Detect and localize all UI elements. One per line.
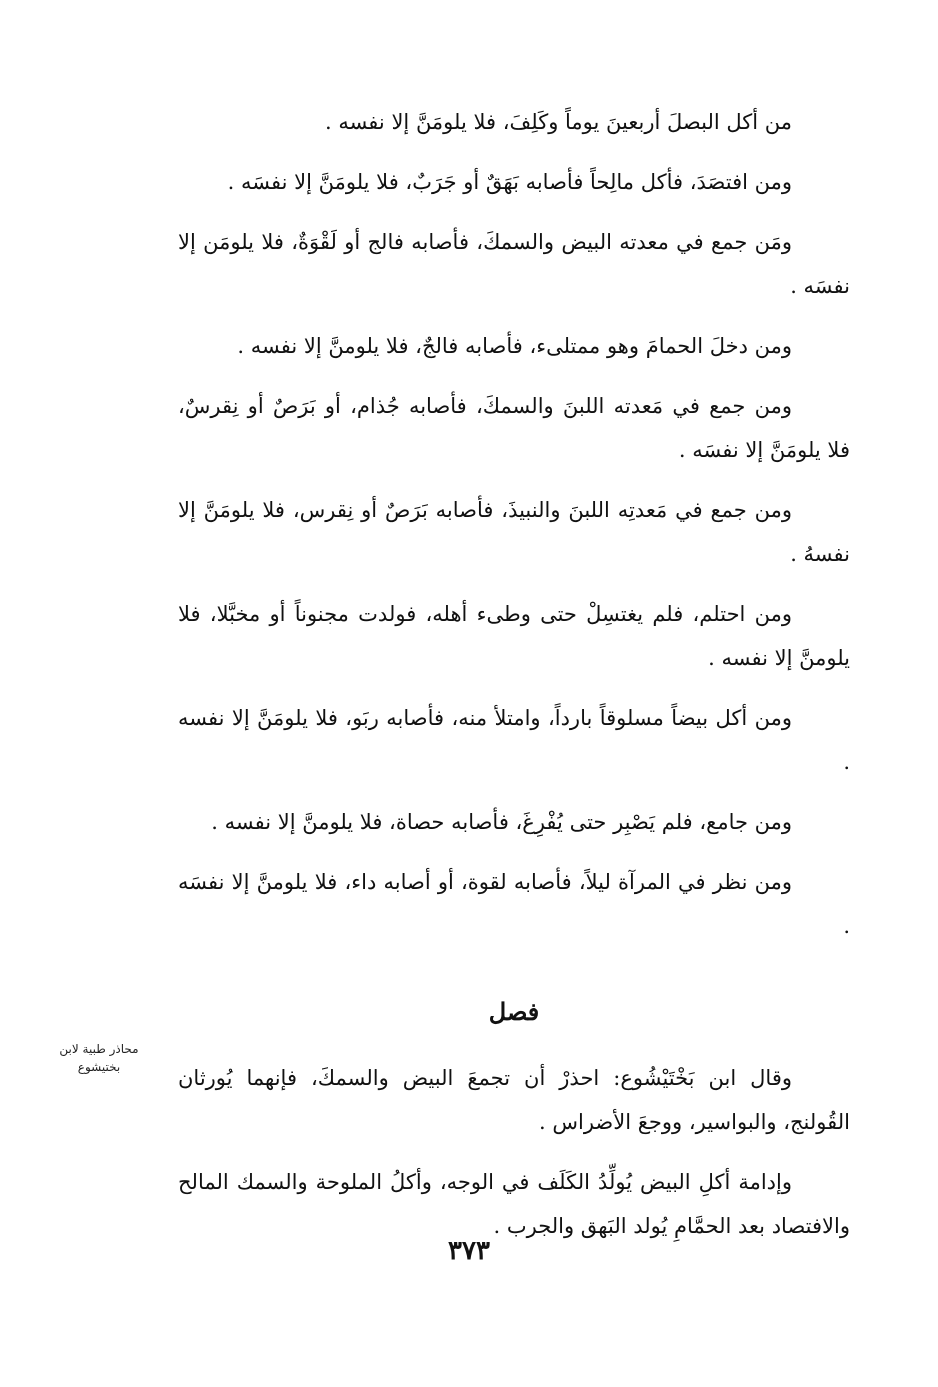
margin-note: محاذر طبية لابن بختيشوع	[59, 1042, 139, 1074]
paragraph: ومن افتصَدَ، فأكل مالِحاً فأصابه بَهَقٌ أو جَرَبٌ، فلا يلومَنَّ إلا نفسَه .	[227, 170, 792, 194]
page-number: ٣٧٣	[448, 1236, 490, 1266]
section-paragraph: وقال ابن بَخْتَيْشُوع: احذرْ أن تجمعَ البيض والسمكَ، فإنهما يُورثان القُولنج، والبواسير، ووجعَ الأضراس .	[178, 1066, 850, 1134]
paragraph: ومن جمع في مَعدتِه اللبنَ والنبيذَ، فأصابه بَرَصٌ أو نِقرس، فلا يلومَنَّ إلا نفسهُ .	[178, 498, 850, 566]
paragraph: ومن دخلَ الحمامَ وهو ممتلىء، فأصابه فالجٌ، فلا يلومنَّ إلا نفسه .	[237, 334, 792, 358]
section-paragraph: وإدامة أكلِ البيض يُولِّدُ الكَلَف في الوجه، وأكلُ الملوحة والسمك المالح والافتصاد بعد الحمَّامِ يُولد البَهق والجرب .	[178, 1170, 850, 1238]
main-text	[178, 100, 850, 1264]
paragraph: من أكل البصلَ أربعينَ يوماً وكَلِفَ، فلا يلومَنَّ إلا نفسه .	[324, 110, 792, 134]
paragraph: ومن نظر في المرآة ليلاً، فأصابه لقوة، أو أصابه داء، فلا يلومنَّ إلا نفسَه .	[178, 870, 850, 938]
section-heading: فصل	[488, 997, 540, 1026]
paragraph: ومن جمع في مَعدته اللبنَ والسمكَ، فأصابه جُذام، أو بَرَصٌ أو نِقرسٌ، فلا يلومَنَّ إلا نفسَه .	[178, 394, 850, 462]
paragraph: ومن أكل بيضاً مسلوقاً بارداً، وامتلأ منه، فأصابه ربَو، فلا يلومَنَّ إلا نفسه .	[178, 706, 850, 774]
paragraph: ومَن جمع في معدته البيض والسمكَ، فأصابه فالج أو لَقْوَةٌ، فلا يلومَن إلا نفسَه .	[178, 230, 850, 298]
paragraph: ومن جامع، فلم يَصْبِر حتى يُفْرِغَ، فأصابه حصاة، فلا يلومنَّ إلا نفسه .	[211, 810, 792, 834]
paragraph: ومن احتلم، فلم يغتسِلْ حتى وطىء أهله، فولدت مجنوناً أو مخبَّلا، فلا يلومنَّ إلا نفسه .	[178, 602, 850, 670]
